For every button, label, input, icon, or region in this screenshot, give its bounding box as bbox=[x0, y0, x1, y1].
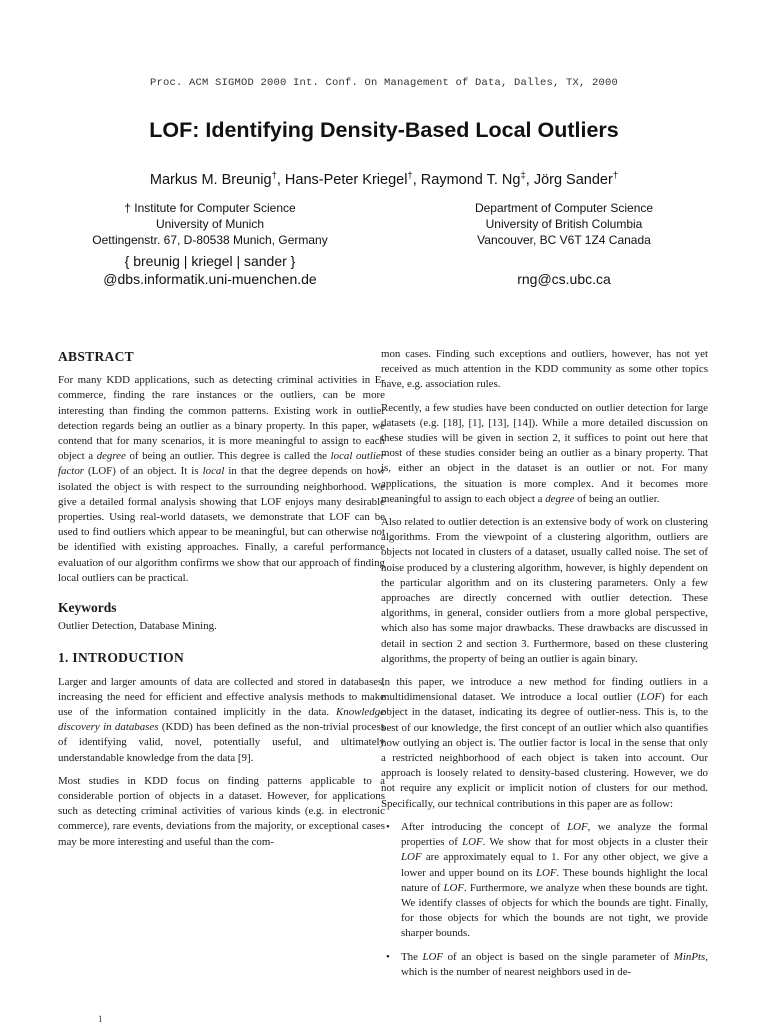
introduction-heading: 1. INTRODUCTION bbox=[58, 650, 185, 666]
abstract-text bbox=[58, 373, 385, 586]
left-column bbox=[58, 347, 385, 997]
text-run: (LOF) of an object. It is bbox=[84, 465, 203, 478]
affiliation-line: University of Munich bbox=[155, 217, 265, 231]
affiliation-mark: † bbox=[271, 170, 277, 181]
emphasis: LOF bbox=[422, 950, 444, 963]
affiliation-line: † Institute for Computer Science bbox=[124, 201, 296, 215]
text-run: . These bounds highlight the local nature of bbox=[401, 866, 708, 894]
text-run: ) for each object in the dataset, indicating its degree of outlier-ness. This is, to the best of our knowledge, the first concept of an outlier which also quantifies how outlying an object is. The outlier factor is local in the sense that only a restricted neighborhood of each object is taken into account. Our approach is loosely related to density-based clustering. However, we do not require any explicit or implicit notion of clusters for our method. Specifically, our technical contributions in this paper are as follow: bbox=[381, 691, 708, 810]
text-run: of being an outlier. This degree is called the bbox=[125, 450, 331, 463]
footnote-mark: 1 bbox=[98, 1014, 103, 1024]
text-run: Recently, a few studies have been conducted on outlier detection for large datasets (e.g. [18], [1], [13], [14]). While a more detailed discussion on these studies will be given in section 2, it suffices to point out here that most of these studies consider being an outlier as a binary property. That is, either an object in the dataset is an outlier or not. For many applications, the situation is more complex. And it becomes more meaningful to assign to each object a bbox=[381, 401, 708, 505]
text-run: are approximately equal to 1. For any other object, we give a lower and upper bound on its bbox=[401, 851, 708, 879]
intro-paragraph-5: Also related to outlier detection is an extensive body of work on clustering algorithms. From the viewpoint of a clustering algorithm, outliers are objects not located in clusters of a dataset, usually called noise. The set of noise produced by a clustering algorithm, however, is highly dependent on the particular algorithm and on its clustering parameters. Only a few approaches are directly concerned with outlier detection. These algorithms, in general, consider outliers from a more global perspective, which also has some major drawbacks. These drawbacks are discussed in detail in section 2 and section 3. Furthermore, based on these clustering algorithms, the property of being an outlier is again binary. bbox=[381, 516, 708, 665]
author-name: Markus M. Breunig bbox=[149, 171, 272, 188]
text-run: (KDD) has been defined as the non-trivial process of identifying valid, novel, potentially useful, and ultimately understandable knowledge from the data [9]. bbox=[58, 721, 385, 764]
emphasis: local bbox=[202, 465, 225, 478]
author-name: Jörg Sander bbox=[533, 171, 613, 188]
emphasis: Knowledge discovery in databases bbox=[58, 706, 385, 734]
conference-header: Proc. ACM SIGMOD 2000 Int. Conf. On Management of Data, Dalles, TX, 2000 bbox=[149, 77, 619, 89]
text-run: In this paper, we introduce a new method for finding outliers in a multidimensional dataset. We introduce a local outlier ( bbox=[381, 676, 708, 704]
text-run: . We show that for most objects in a cluster their bbox=[482, 836, 708, 849]
emphasis: degree bbox=[96, 450, 126, 463]
emphasis: LOF bbox=[462, 836, 483, 849]
text-run: For many KDD applications, such as detecting criminal activities in E-commerce, finding the rare instances or the outliers, can be more interesting than finding the common patterns. Existing work in outlier detection regards being an outlier as a binary property. In this paper, we contend that for many scenarios, it is more meaningful to assign to each object a bbox=[58, 374, 385, 463]
affiliation-line: Vancouver, BC V6T 1Z4 Canada bbox=[477, 233, 651, 247]
text-run: in that the degree depends on how isolated the object is with respect to the surrounding neighborhood. We give a detailed formal analysis showing that LOF enjoys many desirable properties. Using real-world datasets, we demonstrate that LOF can be used to find outliers which appear to be meaningful, but can otherwise not be identified with existing approaches. Finally, a careful performance evaluation of our algorithm confirms we show that our approach of finding local outliers can be practical. bbox=[58, 465, 385, 584]
text-run: , which is the number of nearest neighbors used in de- bbox=[401, 950, 708, 978]
contribution-list bbox=[381, 820, 708, 980]
intro-paragraph-1 bbox=[58, 675, 385, 766]
emphasis: LOF bbox=[535, 866, 557, 879]
text-run: , we analyze the formal properties of bbox=[401, 820, 708, 849]
list-item bbox=[401, 950, 708, 980]
affiliation-ubc bbox=[399, 200, 729, 248]
affiliation-line: Oettingenstr. 67, D-80538 Munich, Germany bbox=[92, 233, 328, 247]
emphasis: LOF bbox=[401, 851, 422, 864]
text-run: . Furthermore, we analyze when these bounds are tight. We identify classes of objects for which the bounds are tight. Finally, for those objects for which the bounds are not tight, we provide sharper bounds. bbox=[401, 881, 708, 940]
abstract-heading: ABSTRACT bbox=[58, 349, 134, 364]
author-name: Raymond T. Ng bbox=[420, 171, 521, 188]
author-separator: , bbox=[525, 171, 534, 188]
email-line: { breunig | kriegel | sander } bbox=[124, 253, 296, 269]
affiliation-line: Department of Computer Science bbox=[474, 201, 654, 215]
affiliation-mark: ‡ bbox=[520, 170, 526, 181]
keywords-text: Outlier Detection, Database Mining. bbox=[58, 620, 217, 633]
emphasis: MinPts bbox=[673, 950, 706, 963]
author-separator: , bbox=[412, 171, 421, 188]
emphasis: LOF bbox=[567, 820, 588, 833]
author-separator: , bbox=[276, 171, 285, 188]
text-run: of being an outlier. bbox=[574, 492, 660, 505]
emphasis: LOF bbox=[640, 691, 662, 704]
email-line: rng@cs.ubc.ca bbox=[517, 271, 611, 287]
author-name: Hans-Peter Kriegel bbox=[284, 171, 408, 188]
right-column bbox=[381, 347, 708, 997]
affiliation-line: University of British Columbia bbox=[485, 217, 643, 231]
email-line: @dbs.informatik.uni-muenchen.de bbox=[103, 271, 317, 287]
affiliation-mark: † bbox=[407, 170, 413, 181]
list-item bbox=[401, 820, 708, 942]
emphasis: local outlier factor bbox=[58, 450, 385, 478]
affiliation-munich bbox=[45, 200, 375, 248]
intro-paragraph-3: mon cases. Finding such exceptions and outliers, however, has not yet received as much attention in the KDD community as some other topics have, e.g. association rules. bbox=[381, 348, 708, 391]
intro-paragraph-4 bbox=[381, 401, 708, 507]
affiliation-mark: † bbox=[612, 170, 619, 181]
intro-paragraph-2: Most studies in KDD focus on finding patterns applicable to a considerable portion of objects in a dataset. However, for applications such as detecting criminal activities of various kinds (e.g. in electronic commerce), rare events, deviations from the majority, or exceptional cases may be more interesting and useful than the com- bbox=[58, 774, 385, 848]
emphasis: LOF bbox=[443, 881, 465, 894]
emphasis: degree bbox=[545, 492, 575, 505]
email-munich bbox=[45, 252, 375, 288]
author-list bbox=[0, 170, 768, 188]
text-run: of an object is based on the single parameter of bbox=[443, 950, 674, 963]
text-run: After introducing the concept of bbox=[401, 820, 568, 833]
paper-title: LOF: Identifying Density-Based Local Outliers bbox=[149, 118, 619, 142]
keywords-heading: Keywords bbox=[58, 600, 117, 616]
text-run: The bbox=[401, 950, 423, 963]
text-run: Larger and larger amounts of data are collected and stored in databases, increasing the need for efficient and effective analysis methods to make use of the information contained implicitly in the data. bbox=[58, 675, 385, 719]
email-ubc bbox=[399, 270, 729, 288]
intro-paragraph-6 bbox=[381, 675, 708, 812]
